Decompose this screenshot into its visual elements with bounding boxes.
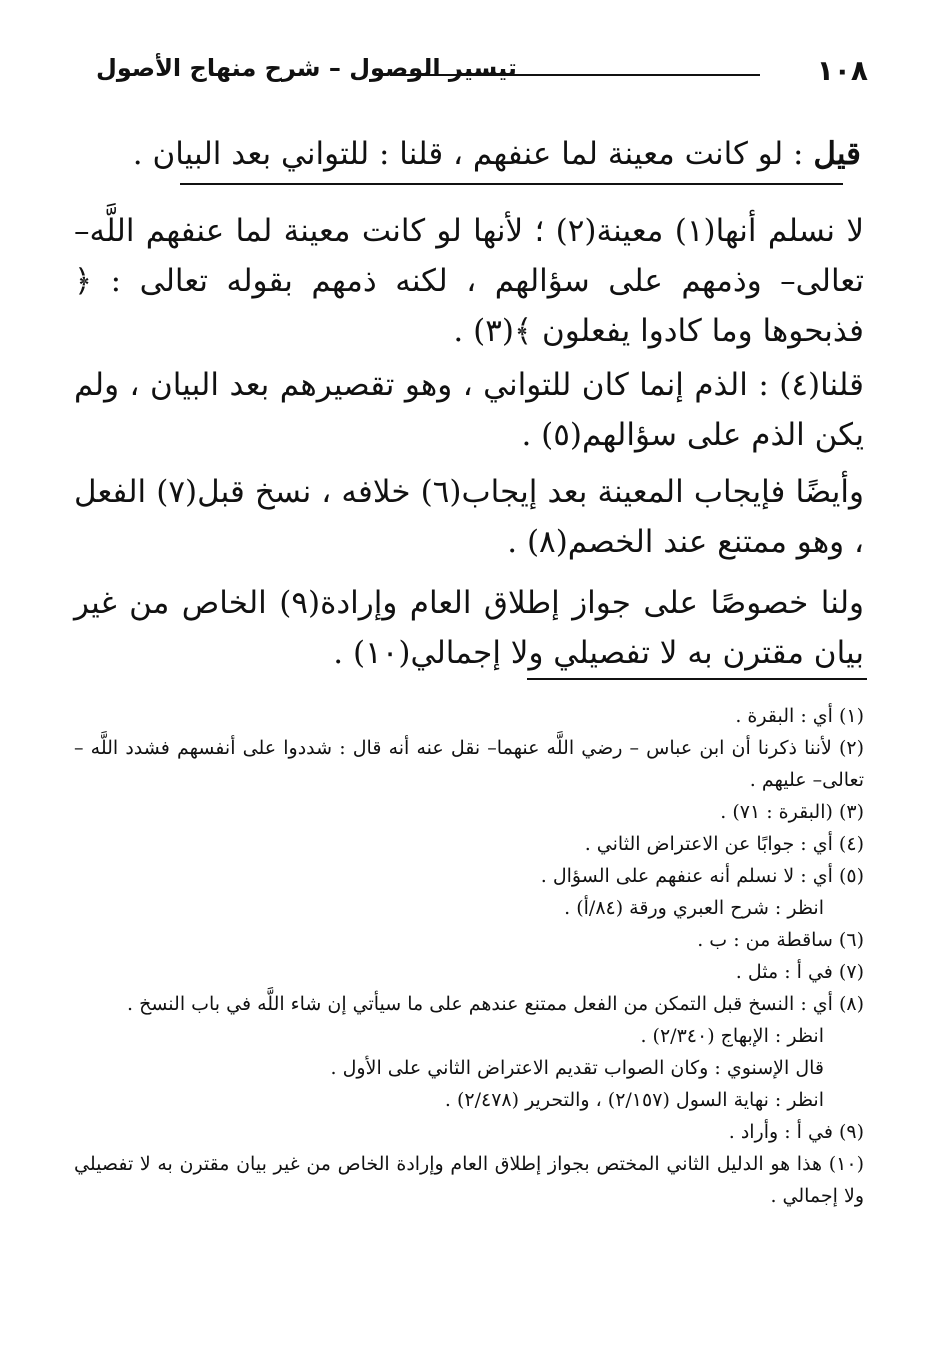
page-number: ١٠٨: [816, 54, 868, 87]
paragraph-1: لا نسلم أنها(١) معينة(٢) ؛ لأنها لو كانت معينة لما عنفهم اللَّه– تعالى– وذمهم على سؤالهم ، لكنه ذمهم بقوله تعالى : ﴿ فذبحوها وما كادوا يفعلون ﴾(٣) .: [74, 213, 865, 349]
footnotes: [74, 700, 864, 1212]
footnote-7: (٧) في أ : مثل .: [735, 961, 864, 983]
footnote-9: (٩) في أ : وأراد .: [728, 1121, 864, 1143]
footnote-2: (٢) لأننا ذكرنا أن ابن عباس – رضي اللَّه عنهما– نقل عنه أنه قال : شددوا على أنفسهم فشدد اللَّه – تعالى– عليهم .: [74, 737, 864, 791]
book-title: تيسير الوصول – شرح منهاج الأصول: [96, 54, 517, 82]
footnote-10: (١٠) هذا هو الدليل الثاني المختص بجواز إطلاق العام وإرادة الخاص من غير بيان مقترن به لا تفصيلي ولا إجمالي .: [74, 1153, 864, 1207]
footnote-4: (٤) أي : جوابًا عن الاعتراض الثاني .: [584, 833, 864, 855]
paragraph-4: ولنا خصوصًا على جواز إطلاق العام وإرادة(٩) الخاص من غير بيان مقترن به لا تفصيلي ولا إجمالي(١٠) .: [74, 585, 864, 671]
objection-line: [132, 130, 861, 178]
footnote-5-ref: انظر : شرح العبري ورقة (٨٤/أ) .: [564, 897, 824, 919]
paragraph-2: قلنا(٤) : الذم إنما كان للتواني ، وهو تقصيرهم بعد البيان ، ولم يكن الذم على سؤالهم(٥) .: [74, 367, 864, 453]
footnote-5: (٥) أي : لا نسلم أنه عنفهم على السؤال .: [540, 865, 864, 887]
footnote-6: (٦) ساقطة من : ب .: [697, 929, 864, 951]
paragraph-3: وأيضًا فإيجاب المعينة بعد إيجاب(٦) خلافه ، نسخ قبل(٧) الفعل ، وهو ممتنع عند الخصم(٨) .: [74, 474, 864, 560]
footnote-separator: [527, 678, 867, 680]
objection-keyword: قيل: [813, 136, 861, 172]
footnote-1: (١) أي : البقرة .: [735, 705, 864, 727]
objection-text: : لو كانت معينة لما عنفهم ، قلنا : للتواني بعد البيان .: [132, 136, 814, 172]
footnote-8-ref-1: انظر : الإبهاج (٢/٣٤٠) .: [640, 1025, 824, 1047]
running-header: [88, 48, 878, 98]
footnote-8: (٨) أي : النسخ قبل التمكن من الفعل ممتنع عندهم على ما سيأتي إن شاء اللَّه في باب النسخ .: [127, 993, 864, 1015]
footnote-3: (٣) (البقرة : ٧١) .: [720, 801, 864, 823]
footnote-8-quote: قال الإسنوي : وكان الصواب تقديم الاعتراض الثاني على الأول .: [330, 1057, 824, 1079]
footnote-8-ref-2: انظر : نهاية السول (٢/١٥٧) ، والتحرير (٢/٤٧٨) .: [444, 1089, 824, 1111]
objection-underline: [180, 183, 843, 185]
